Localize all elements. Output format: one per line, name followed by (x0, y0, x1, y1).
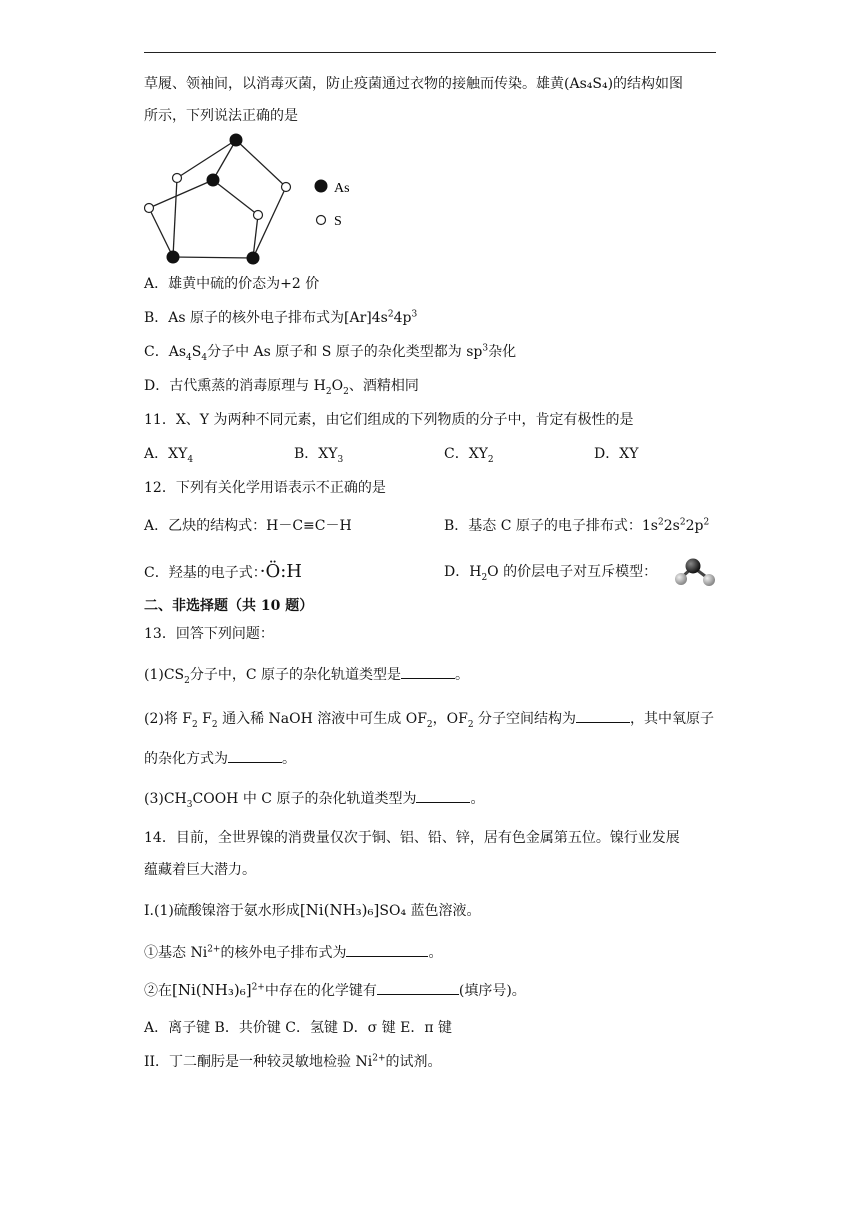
answer-blank (346, 942, 428, 957)
q10-option-a: A．雄黄中硫的价态为+2 价 (144, 276, 320, 292)
q11-option-a: A．$XY_4$ (144, 446, 194, 465)
q12-option-c: C．羟基的电子式：·Ö:H (144, 561, 302, 582)
legend-as-dot (315, 180, 328, 193)
q10-stem-line2: 所示，下列说法正确的是 (144, 108, 298, 124)
q11-option-d: D．XY (594, 446, 639, 462)
answer-blank (416, 788, 470, 803)
q13-part2-line1: (2)将 $F_2$ $F_2$ 通入稀 NaOH 溶液中可生成 $OF_2$，$OF_2$ 分子空间结构为 ，其中氧原子 (144, 708, 714, 729)
q11-option-c: C．$XY_2$ (444, 446, 494, 465)
q10-stem-line1: 草履、领袖间，以消毒灭菌，防止疫菌通过衣物的接触而传染。雄黄(As₄S₄)的结构如图 (144, 76, 684, 92)
acetylene-formula: H－C≡C－H (266, 518, 352, 534)
q10-option-d: D．古代熏蒸的消毒原理与 $H_2O_2$、酒精相同 (144, 378, 419, 397)
answer-blank (576, 708, 630, 723)
q11-option-b: B．$XY_3$ (294, 446, 344, 465)
header-rule (144, 52, 716, 53)
legend-as-label: As (334, 181, 350, 196)
q14-part-ii: II．丁二酮肟是一种较灵敏地检验 $Ni^{2+}$的试剂。 (144, 1053, 442, 1070)
q13-part3: $(3)CH_3COOH$ 中 C 原子的杂化轨道类型为 。 (144, 788, 484, 809)
nickel-complex: [Ni(NH₃)₆] (299, 901, 380, 919)
q14-stem-line1: 14．目前，全世界镍的消费量仅次于铜、铝、铅、锌，居有色金属第五位。镍行业发展 (144, 830, 680, 846)
answer-blank (228, 748, 282, 763)
q11-stem: 11．X、Y 为两种不同元素，由它们组成的下列物质的分子中，肯定有极性的是 (144, 412, 634, 428)
water-vsepr-model-icon (672, 556, 718, 588)
section-title: 二、非选择题（共 10 题） (144, 598, 314, 614)
legend-s-label: S (334, 214, 342, 229)
answer-blank (377, 980, 459, 995)
arsenic-atoms (167, 134, 260, 265)
q13-part2-line2: 的杂化方式为 。 (144, 748, 296, 769)
q13-stem: 13．回答下列问题： (144, 626, 274, 642)
q12-option-b: B．基态 C 原子的电子排布式：$1s^22s^22p^2$ (444, 517, 710, 534)
q10-option-c: C．$As_4S_4$分子中 As 原子和 S 原子的杂化类型都为 $sp^3$杂化 (144, 343, 517, 363)
q13-part1: $(1)CS_2$分子中，C 原子的杂化轨道类型是 。 (144, 664, 469, 685)
answer-blank (401, 664, 455, 679)
q12-stem: 12．下列有关化学用语表示不正确的是 (144, 480, 386, 496)
q12-option-d: D．$H_2O$ 的价层电子对互斥模型： (444, 564, 658, 583)
q14-stem-line2: 蕴藏着巨大潜力。 (144, 862, 256, 878)
legend-s-dot (317, 216, 326, 225)
hydroxyl-electron-formula: ·Ö:H (259, 561, 302, 582)
q14-bond-options: A．离子键 B．共价键 C．氢键 D．σ 键 E．π 键 (144, 1020, 453, 1036)
q10-option-b: B．As 原子的核外电子排布式为$[Ar]4s^24p^3$ (144, 309, 418, 326)
q14-subq2: ②在$[Ni(NH_3)_6]^{2+}$中存在的化学键有 (填序号)。 (144, 981, 526, 999)
q12-option-a: A．乙炔的结构式：H－C≡C－H (144, 518, 352, 534)
q14-subq1: ①基态 $Ni^{2+}$的核外电子排布式为 。 (144, 942, 442, 963)
q14-part-i1: I.(1)硫酸镍溶于氨水形成[Ni(NH₃)₆]SO₄ 蓝色溶液。 (144, 901, 481, 919)
nickel-complex-ion: [Ni(NH₃)₆] (172, 981, 252, 999)
as4s4-structure-diagram (144, 130, 374, 270)
